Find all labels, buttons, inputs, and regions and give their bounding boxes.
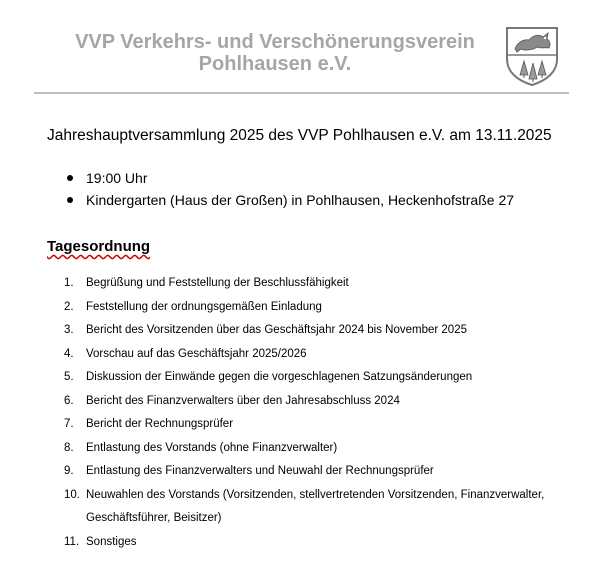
agenda-item (64, 343, 564, 367)
agenda-item (64, 296, 564, 320)
meeting-headline: Jahreshauptversammlung 2025 des VVP Pohlhausen e.V. am 13.11.2025 (47, 127, 552, 144)
org-name-line1: VVP Verkehrs- und Verschönerungsverein (75, 31, 475, 53)
agenda-item (64, 437, 564, 461)
agenda-item (64, 531, 564, 555)
meeting-time-text: 19:00 Uhr (86, 170, 148, 186)
agenda-item (64, 366, 564, 390)
agenda-item-text: Bericht des Finanzverwalters über den Jahresabschluss 2024 (86, 394, 400, 407)
agenda-item (64, 460, 564, 484)
agenda-item-number: 7. (64, 418, 74, 430)
meeting-location (66, 189, 514, 211)
agenda-item-number: 9. (64, 465, 74, 477)
agenda-item (64, 272, 564, 296)
meeting-time (66, 167, 514, 189)
meeting-details (66, 167, 514, 211)
agenda-item-text: Diskussion der Einwände gegen die vorgeschlagenen Satzungsänderungen (86, 371, 473, 383)
agenda-item-number: 2. (64, 300, 74, 313)
agenda-item-number: 3. (64, 324, 74, 336)
agenda-item (64, 413, 564, 437)
agenda-item-text: Neuwahlen des Vorstands (Vorsitzenden, stellvertretenden Vorsitzenden, Finanzverwalter, Geschäftsführer, Beisitzer) (86, 488, 545, 524)
agenda-list (64, 272, 564, 554)
agenda-item (64, 484, 564, 531)
agenda-item-text: Feststellung der ordnungsgemäßen Einladung (86, 300, 322, 313)
agenda-item-text: Bericht des Vorsitzenden über das Geschäftsjahr 2024 bis November 2025 (86, 324, 467, 336)
agenda-item-number: 4. (64, 347, 74, 360)
agenda-item-text: Sonstiges (86, 535, 137, 548)
coat-of-arms-icon (503, 25, 561, 87)
agenda-item-text: Bericht der Rechnungsprüfer (86, 418, 234, 430)
header-divider (34, 92, 569, 94)
agenda-item-number: 1. (64, 277, 74, 289)
meeting-location-text: Kindergarten (Haus der Großen) in Pohlhausen, Heckenhofstraße 27 (86, 192, 515, 208)
agenda-item-number: 6. (64, 394, 74, 407)
bullet-icon (67, 175, 73, 181)
agenda-item-number: 5. (64, 371, 74, 383)
agenda-item-text: Vorschau auf das Geschäftsjahr 2025/2026 (86, 347, 307, 360)
agenda-heading: Tagesordnung (47, 238, 151, 255)
agenda-item-text: Entlastung des Finanzverwalters und Neuwahl der Rechnungsprüfer (86, 465, 434, 477)
org-name-line2: Pohlhausen e.V. (198, 53, 352, 75)
agenda-item-number: 11. (64, 535, 80, 548)
agenda-item-text: Begrüßung und Feststellung der Beschlussfähigkeit (86, 277, 349, 289)
agenda-item (64, 319, 564, 343)
agenda-item (64, 390, 564, 414)
bullet-icon (67, 197, 73, 203)
agenda-item-text: Entlastung des Vorstands (ohne Finanzverwalter) (86, 441, 338, 454)
agenda-item-number: 8. (64, 441, 74, 454)
agenda-item-number: 10. (64, 488, 80, 501)
